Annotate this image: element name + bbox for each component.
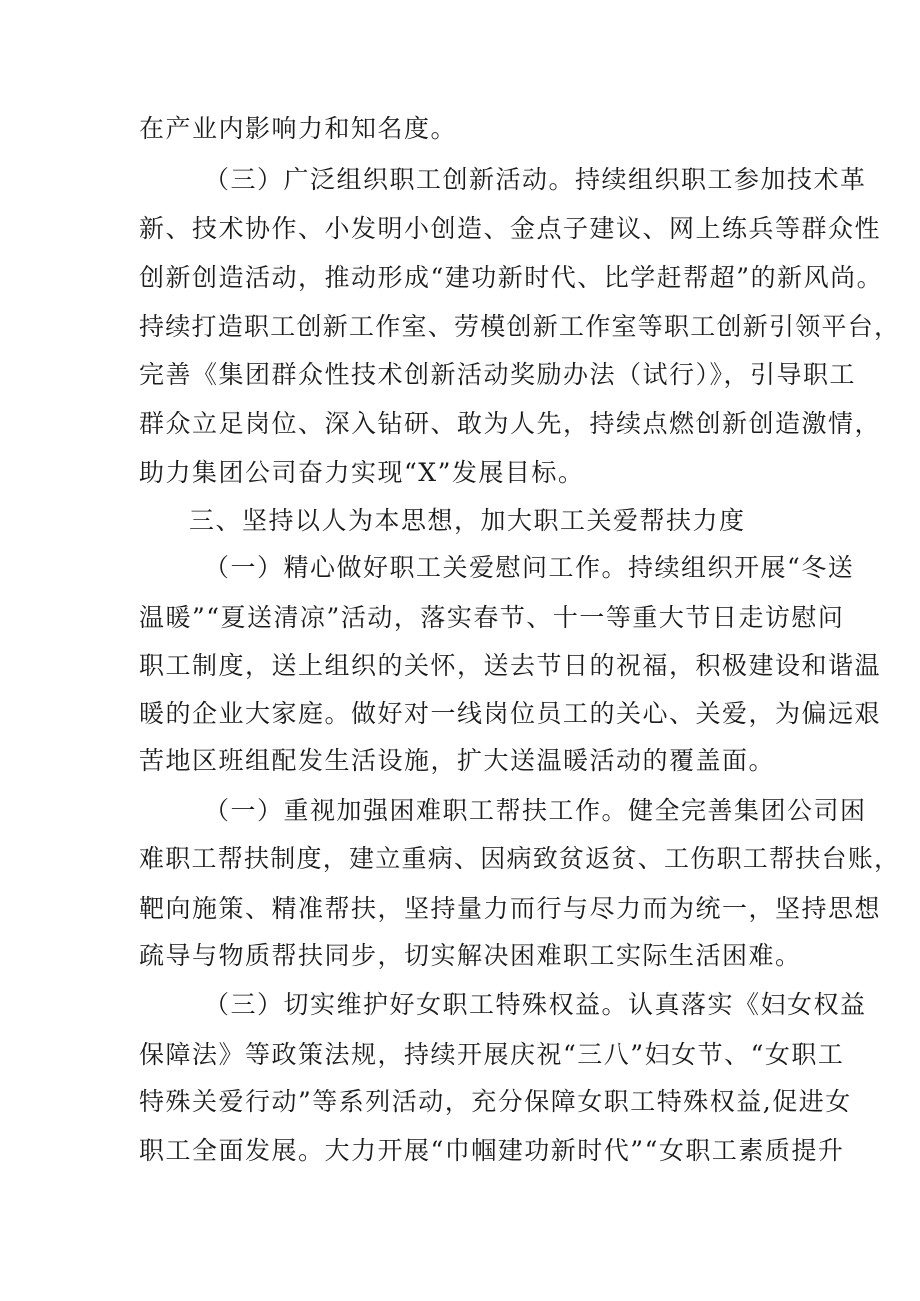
text-line: 完善《集团群众性技术创新活动奖励办法（试行）》，引导职工 xyxy=(139,360,857,389)
text-line: 难职工帮扶制度，建立重病、因病致贫返贫、工伤职工帮扶台账， xyxy=(139,844,901,873)
text-line: 新、技术协作、小发明小创造、金点子建议、网上练兵等群众性 xyxy=(139,214,882,243)
section-heading: 三、坚持以人为本思想，加大职工关爱帮扶力度 xyxy=(189,506,746,535)
text-line: （三）广泛组织职工创新活动。持续组织职工参加技术革 xyxy=(204,165,867,194)
text-line: 助力集团公司奋力实现“X”发展目标。 xyxy=(139,458,585,487)
text-line: 职工制度，送上组织的关怀，送去节日的祝福，积极建设和谐温 xyxy=(139,651,882,680)
text-line: 靶向施策、精准帮扶，坚持量力而行与尽力而为统一，坚持思想 xyxy=(139,894,882,923)
text-line: 特殊关爱行动”等系列活动，充分保障女职工特殊权益,促进女 xyxy=(139,1087,852,1116)
text-line: 暖的企业大家庭。做好对一线岗位员工的关心、关爱，为偏远艰 xyxy=(139,699,882,728)
text-line: 温暖”“夏送清凉”活动，落实春节、十一等重大节日走访慰问 xyxy=(139,603,845,632)
text-line: 保障法》等政策法规，持续开展庆祝“三八”妇女节、“女职工 xyxy=(139,1040,845,1069)
text-line: （一）重视加强困难职工帮扶工作。健全完善集团公司困 xyxy=(204,796,867,825)
text-line: 群众立足岗位、深入钻研、敢为人先，持续点燃创新创造激情， xyxy=(139,409,882,438)
text-line: 创新创造活动，推动形成“建功新时代、比学赶帮超”的新风尚。 xyxy=(139,263,884,292)
text-line: （一）精心做好职工关爱慰问工作。持续组织开展“冬送 xyxy=(204,553,855,582)
text-line: 职工全面发展。大力开展“巾帼建功新时代”“女职工素质提升 xyxy=(139,1136,845,1165)
text-line: 在产业内影响力和知名度。 xyxy=(139,114,458,143)
text-line: （三）切实维护好女职工特殊权益。认真落实《妇女权益 xyxy=(204,990,867,1019)
text-line: 苦地区班组配发生活设施，扩大送温暖活动的覆盖面。 xyxy=(139,746,776,775)
text-line: 疏导与物质帮扶同步，切实解决困难职工实际生活困难。 xyxy=(139,941,802,970)
text-line: 持续打造职工创新工作室、劳模创新工作室等职工创新引领平台， xyxy=(139,312,901,341)
